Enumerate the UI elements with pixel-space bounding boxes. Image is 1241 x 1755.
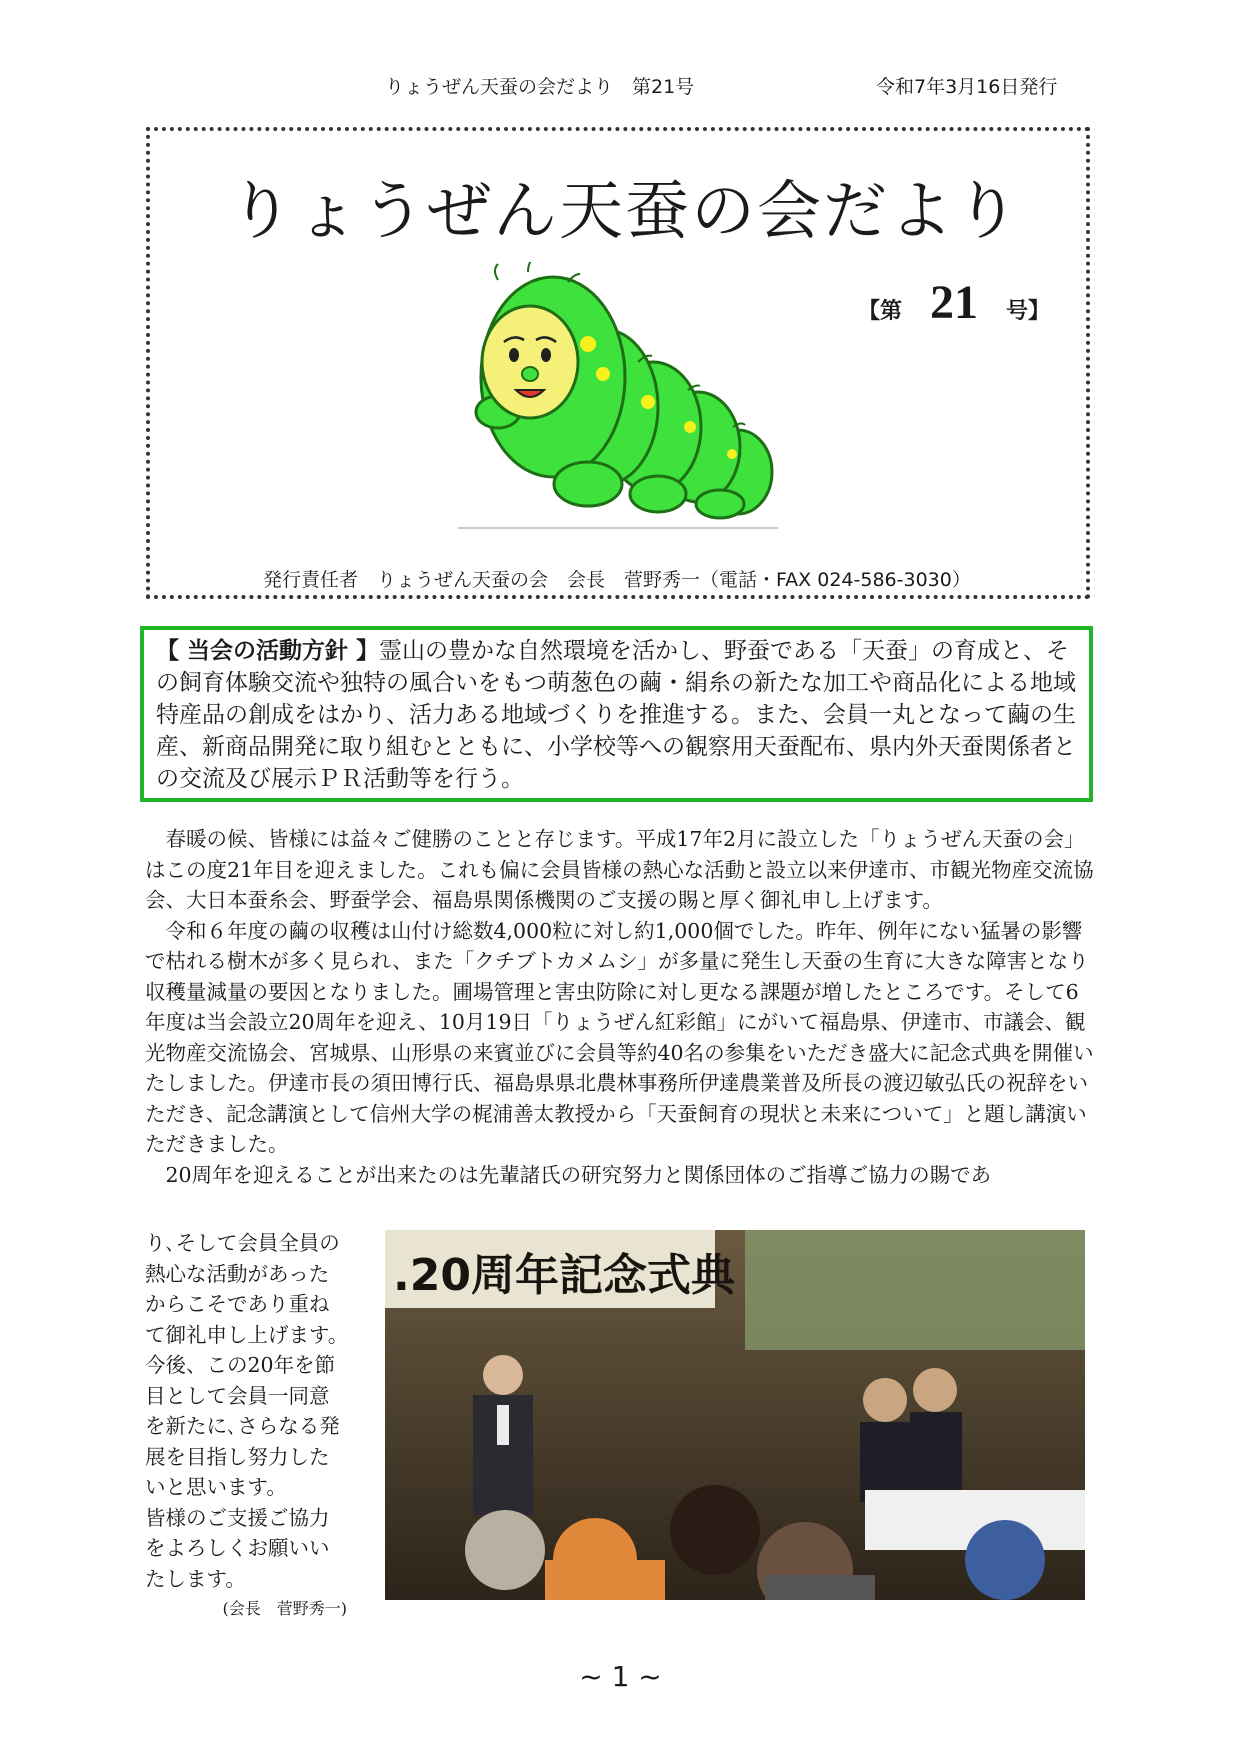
closing-line: 今後、この20年を節 [145, 1353, 336, 1377]
issue-date: 令和7年3月16日発行 [876, 76, 1058, 98]
closing-line: いと思います。 [145, 1475, 287, 1499]
closing-line: 目として会員一同意 [145, 1383, 330, 1408]
ceremony-photo [385, 1230, 1085, 1600]
policy-text: 霊山の豊かな自然環境を活かし、野蚕である「天蚕」の育成と、その飼育体験交流や独特の風合いをもつ萌葱色の繭・絹糸の新たな加工や商品化による地域特産品の創成をはかり、活力ある地域づくりを推進する。また、会員一丸となって繭の生産、新商品開発に取り組むとともに、小学校等への観察用天蚕配布、県内外天蚕関係者との交流及び展示ＰＲ活動等を行う。 [156, 638, 1076, 792]
newsletter-issue-header: りょうぜん天蚕の会だより 第21号 [385, 76, 695, 98]
closing-line: 展を目指し努力した [145, 1444, 330, 1469]
closing-line: をよろしくお願いい [145, 1536, 330, 1560]
publisher-line: 発行責任者 りょうぜん天蚕の会 会長 菅野秀一（電話・FAX 024-586-3030） [263, 569, 971, 591]
issue-suffix: 号】 [1006, 298, 1051, 324]
closing-line: たします。 [145, 1566, 246, 1591]
closing-line: からこそであり重ね [145, 1292, 330, 1316]
signature: (会長 菅野秀一) [222, 1599, 347, 1618]
silkworm-mascot-icon [458, 262, 780, 532]
issue-prefix: 【第 [858, 298, 903, 324]
policy-heading: 【 当会の活動方針 】 [156, 638, 380, 664]
issue-number: 21 [930, 276, 979, 329]
closing-line: 皆様のご支援ご協力 [145, 1505, 330, 1530]
article-paragraph: 20周年を迎えることが出来たのは先輩諸氏の研究努力と関係団体のご指導ご協力の賜であ [165, 1162, 992, 1187]
newsletter-title: りょうぜん天蚕の会だより [229, 175, 1021, 249]
article-paragraph: 令和６年度の繭の収穫は山付け総数4,000粒に対し約1,000個でした。昨年、例年にない猛暑の影響で枯れる樹木が多く見られ、また「クチブトカメムシ」が多量に発生し天蚕の生育に大きな障害となり収穫量減量の要因となりました。圃場管理と害虫防除に対し更なる課題が増したところです。そして6年度は当会設立20周年を迎え、10月19日「りょうぜん紅彩館」にがいて福島県、伊達市、市議会、観光物産交流協会、宮城県、山形県の来賓並びに会員等約40名の参集をいただき盛大に記念式典を開催いたしました。伊達市長の須田博行氏、福島県県北農林事務所伊達農業普及所長の渡辺敏弘氏の祝辞をいただき、記念講演として信州大学の梶浦善太教授から「天蚕飼育の現状と未来について」と題し講演いただきました。 [145, 918, 1094, 1156]
article-body [145, 824, 1095, 1190]
closing-remarks [145, 1228, 375, 1625]
closing-line: て御礼申し上げます。 [145, 1322, 349, 1347]
closing-line: り､そして会員全員の [145, 1231, 340, 1255]
photo-banner-text: .20周年記念式典 [393, 1250, 735, 1301]
closing-line: を新たに､さらなる発 [145, 1414, 340, 1438]
activity-policy-box [140, 626, 1093, 802]
issue-number-label [858, 275, 1050, 330]
page-number: ~ 1 ~ [579, 1660, 662, 1693]
closing-line: 熱心な活動があった [145, 1261, 330, 1286]
article-paragraph: 春暖の候、皆様には益々ご健勝のことと存じます。平成17年2月に設立した「りょうぜん天蚕の会」はこの度21年目を迎えました。これも偏に会員皆様の熱心な活動と設立以来伊達市、市観光物産交流協会、大日本蚕糸会、野蚕学会、福島県関係機関のご支援の賜と厚く御礼申し上げます。 [145, 827, 1094, 912]
